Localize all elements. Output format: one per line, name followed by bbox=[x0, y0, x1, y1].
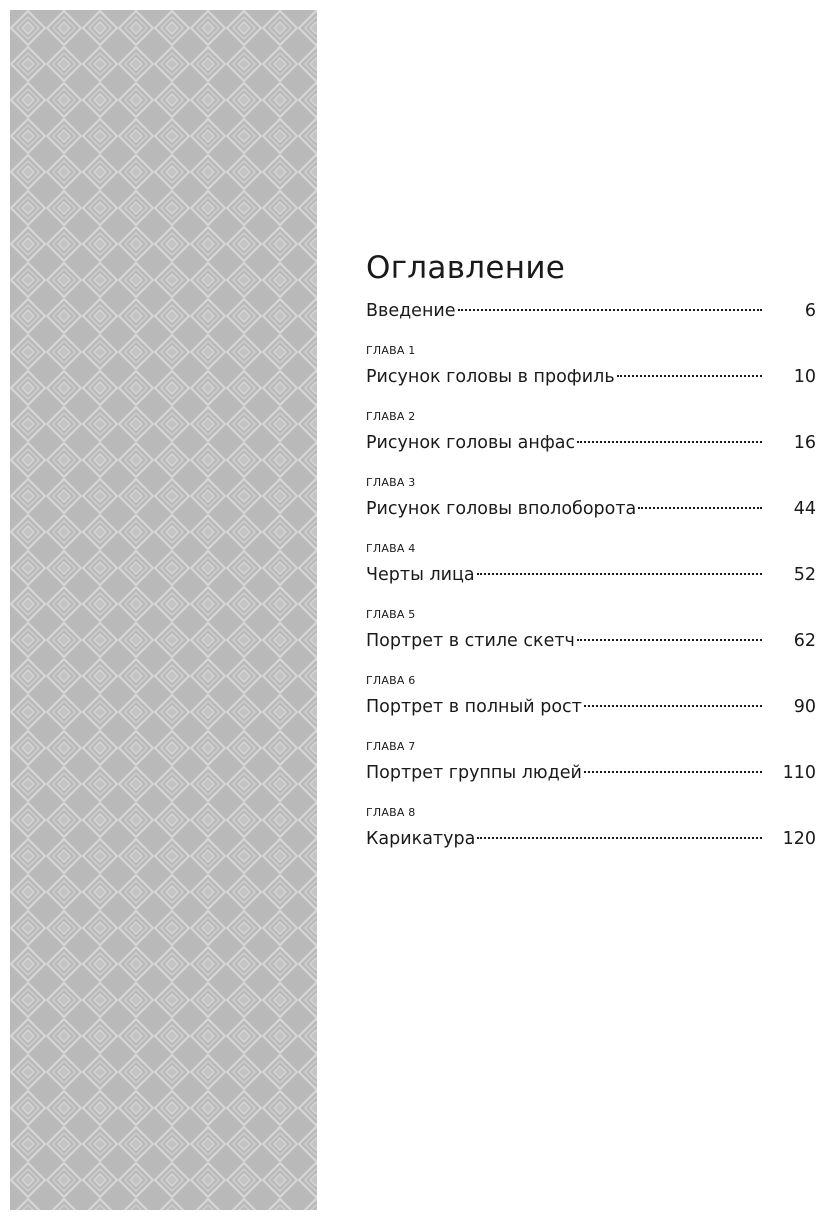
dot-leader bbox=[584, 705, 762, 707]
toc-line[interactable] bbox=[366, 430, 816, 456]
toc-entry-title: Карикатура bbox=[366, 829, 476, 849]
toc-page-number: 120 bbox=[782, 829, 816, 849]
toc-entry-title: Портрет в стиле скетч bbox=[366, 631, 575, 651]
toc-page-number: 62 bbox=[793, 631, 816, 651]
toc-line[interactable] bbox=[366, 364, 816, 390]
dot-leader bbox=[638, 507, 762, 509]
toc-entry bbox=[366, 476, 816, 522]
toc-entry-list bbox=[366, 298, 816, 852]
toc-entry-title: Портрет в полный рост bbox=[366, 697, 582, 717]
toc-line[interactable] bbox=[366, 826, 816, 852]
decorative-pattern-strip bbox=[10, 10, 317, 1210]
toc-entry bbox=[366, 740, 816, 786]
chapter-label: ГЛАВА 7 bbox=[366, 740, 416, 753]
toc-line[interactable] bbox=[366, 694, 816, 720]
toc-entry bbox=[366, 298, 816, 324]
toc-line[interactable] bbox=[366, 562, 816, 588]
toc-page-number: 110 bbox=[782, 763, 816, 783]
chapter-label: ГЛАВА 5 bbox=[366, 608, 416, 621]
dot-leader bbox=[577, 441, 762, 443]
toc-line[interactable] bbox=[366, 760, 816, 786]
toc-entry-title: Рисунок головы в профиль bbox=[366, 367, 615, 387]
toc-entry bbox=[366, 410, 816, 456]
diamond-pattern-icon bbox=[10, 10, 317, 1210]
toc-entry-title: Портрет группы людей bbox=[366, 763, 582, 783]
chapter-label: ГЛАВА 8 bbox=[366, 806, 416, 819]
toc-page-number: 44 bbox=[793, 499, 816, 519]
toc-entry bbox=[366, 674, 816, 720]
toc-entry-title: Рисунок головы анфас bbox=[366, 433, 576, 453]
toc-line[interactable] bbox=[366, 298, 816, 324]
toc-line[interactable] bbox=[366, 496, 816, 522]
toc-entry bbox=[366, 806, 816, 852]
dot-leader bbox=[617, 375, 762, 377]
dot-leader bbox=[458, 309, 762, 311]
chapter-label: ГЛАВА 1 bbox=[366, 344, 416, 357]
dot-leader bbox=[584, 771, 762, 773]
dot-leader bbox=[477, 573, 762, 575]
chapter-label: ГЛАВА 6 bbox=[366, 674, 416, 687]
toc-page-number: 6 bbox=[804, 301, 816, 321]
toc-entry bbox=[366, 608, 816, 654]
toc-page-number: 90 bbox=[793, 697, 816, 717]
toc-entry-title: Рисунок головы вполоборота bbox=[366, 499, 637, 519]
table-of-contents bbox=[366, 248, 816, 852]
toc-heading: Оглавление bbox=[366, 250, 566, 286]
toc-page-number: 16 bbox=[793, 433, 816, 453]
chapter-label: ГЛАВА 3 bbox=[366, 476, 416, 489]
dot-leader bbox=[577, 639, 762, 641]
toc-entry-title: Введение bbox=[366, 301, 456, 321]
toc-line[interactable] bbox=[366, 628, 816, 654]
toc-entry-title: Черты лица bbox=[366, 565, 475, 585]
toc-page-number: 52 bbox=[793, 565, 816, 585]
toc-page-number: 10 bbox=[793, 367, 816, 387]
chapter-label: ГЛАВА 2 bbox=[366, 410, 416, 423]
toc-entry bbox=[366, 344, 816, 390]
toc-entry bbox=[366, 542, 816, 588]
dot-leader bbox=[477, 837, 762, 839]
chapter-label: ГЛАВА 4 bbox=[366, 542, 416, 555]
